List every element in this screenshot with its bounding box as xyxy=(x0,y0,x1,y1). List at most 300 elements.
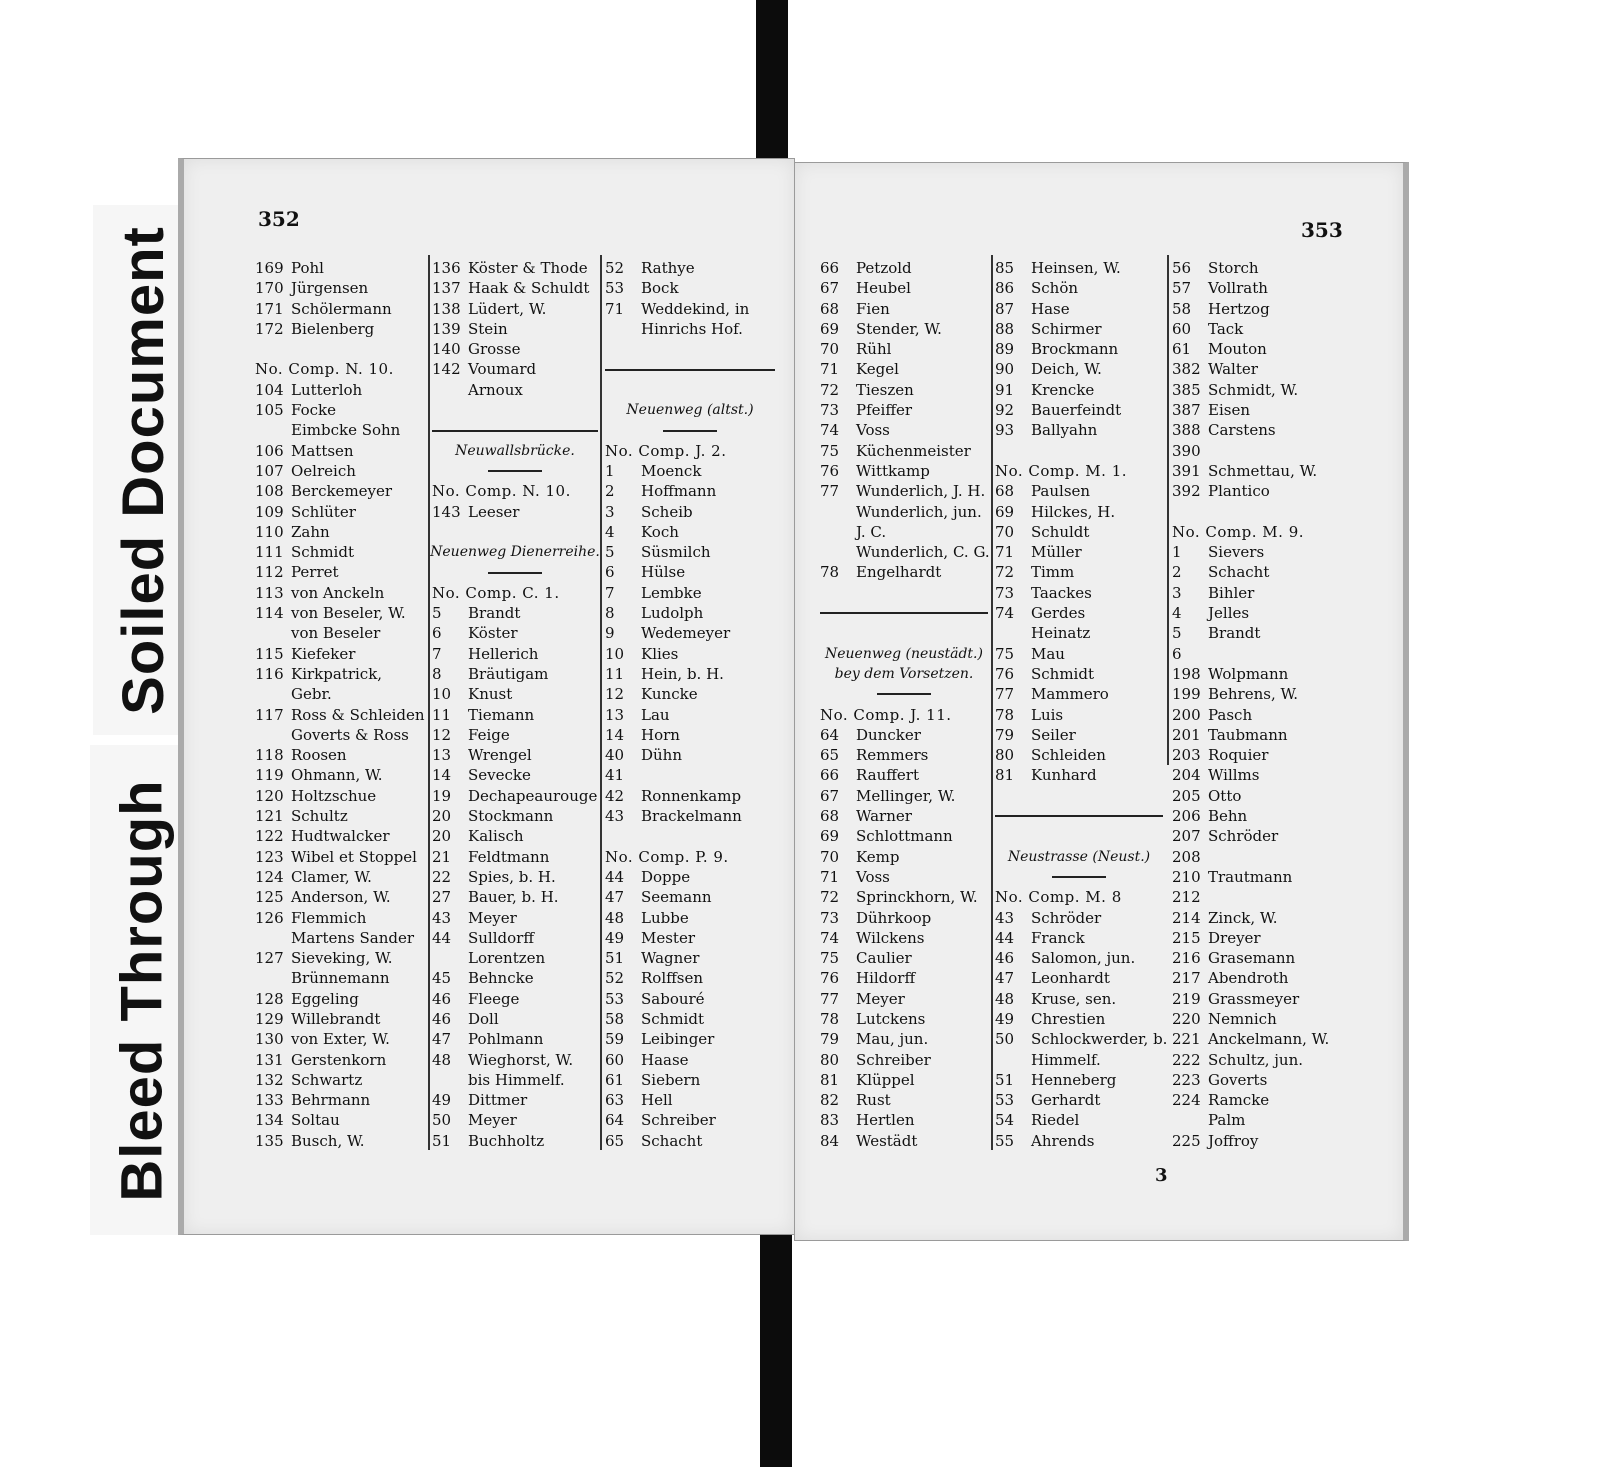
resident-name: Kegel xyxy=(856,360,899,379)
resident-name: Stockmann xyxy=(468,807,554,826)
resident-name: Remmers xyxy=(856,746,929,765)
binding-strip-top xyxy=(756,0,788,170)
resident-name: Meyer xyxy=(468,1111,517,1130)
directory-entry xyxy=(605,319,775,339)
directory-entry xyxy=(605,522,775,542)
house-number: 142 xyxy=(432,360,461,379)
resident-name: Schön xyxy=(1031,279,1079,298)
directory-entry xyxy=(432,664,598,684)
resident-name: Pasch xyxy=(1208,705,1253,724)
resident-name: Bihler xyxy=(1208,583,1255,602)
directory-entry xyxy=(1172,786,1347,806)
directory-entry xyxy=(820,319,988,339)
house-number: 14 xyxy=(605,725,625,744)
resident-name: Bauerfeindt xyxy=(1031,401,1122,420)
resident-name: Ahrends xyxy=(1031,1131,1095,1150)
directory-entry xyxy=(605,887,775,907)
directory-entry xyxy=(605,1110,775,1130)
directory-entry xyxy=(605,461,775,481)
directory-entry xyxy=(432,908,598,928)
resident-name: Heinsen, W. xyxy=(1031,259,1121,277)
resident-name: Schmidt xyxy=(641,1009,704,1028)
house-number: 131 xyxy=(255,1050,284,1069)
directory-entry xyxy=(605,1070,775,1090)
spacer xyxy=(605,339,775,359)
directory-entry xyxy=(432,1090,598,1110)
company-heading: No. Comp. N. 10. xyxy=(432,482,571,501)
house-number: 75 xyxy=(820,949,840,968)
resident-name: Deich, W. xyxy=(1031,360,1102,379)
house-number: 69 xyxy=(820,319,840,338)
directory-entry xyxy=(820,908,988,928)
directory-entry xyxy=(1172,380,1347,400)
directory-entry xyxy=(995,258,1163,278)
house-number: 124 xyxy=(255,867,284,886)
house-number: 46 xyxy=(432,1009,452,1028)
company-heading: No. Comp. P. 9. xyxy=(605,847,729,866)
directory-column-4 xyxy=(820,258,988,1151)
resident-name: Lutckens xyxy=(856,1009,926,1028)
resident-name: Willebrandt xyxy=(291,1009,381,1028)
resident-name: Goverts & Ross xyxy=(291,725,409,744)
house-number: 143 xyxy=(432,502,461,521)
directory-entry xyxy=(820,299,988,319)
directory-entry xyxy=(1172,806,1347,826)
resident-name: Nemnich xyxy=(1208,1009,1277,1028)
directory-entry xyxy=(820,380,988,400)
resident-name: Dühn xyxy=(641,746,683,765)
house-number xyxy=(605,319,641,339)
directory-entry xyxy=(432,745,598,765)
directory-entry xyxy=(1172,461,1347,481)
house-number: 72 xyxy=(820,380,840,399)
directory-entry xyxy=(995,380,1163,400)
company-heading: No. Comp. M. 8 xyxy=(995,888,1122,907)
resident-name: Bräutigam xyxy=(468,664,549,683)
directory-entry xyxy=(820,745,988,765)
resident-name: Kemp xyxy=(856,847,900,866)
directory-entry xyxy=(432,867,598,887)
house-number: 123 xyxy=(255,847,284,866)
house-number: 68 xyxy=(820,299,840,318)
directory-entry xyxy=(820,1090,988,1110)
house-number: 64 xyxy=(820,725,840,744)
house-number: 91 xyxy=(995,380,1015,399)
resident-name: Schmidt, W. xyxy=(1208,380,1299,399)
resident-name: Voumard xyxy=(468,360,537,379)
resident-name: Busch, W. xyxy=(291,1131,365,1150)
house-number: 72 xyxy=(820,888,840,907)
house-number: 126 xyxy=(255,908,284,927)
resident-name: Doppe xyxy=(641,867,691,886)
house-number: 57 xyxy=(1172,279,1192,298)
directory-entry xyxy=(432,502,598,522)
house-number: 93 xyxy=(995,421,1015,440)
house-number: 13 xyxy=(605,705,625,724)
house-number: 4 xyxy=(1172,604,1182,623)
resident-name: Schultz, jun. xyxy=(1208,1050,1304,1069)
house-number: 107 xyxy=(255,461,284,480)
resident-name: Rauffert xyxy=(856,766,919,785)
house-number: 60 xyxy=(605,1050,625,1069)
directory-entry xyxy=(1172,968,1347,988)
resident-name: Wieghorst, W. xyxy=(468,1050,574,1069)
directory-entry xyxy=(820,725,988,745)
house-number: 19 xyxy=(432,786,452,805)
resident-name: Knust xyxy=(468,685,513,704)
resident-name: Walter xyxy=(1208,360,1258,379)
house-number: 74 xyxy=(995,604,1015,623)
directory-entry xyxy=(432,1070,598,1090)
street-heading: Neuwallsbrücke. xyxy=(455,442,575,459)
resident-name: Stein xyxy=(468,319,508,338)
company-heading: No. Comp. M. 1. xyxy=(995,461,1128,480)
house-number: 55 xyxy=(995,1131,1015,1150)
directory-entry xyxy=(255,786,425,806)
house-number: 50 xyxy=(995,1030,1015,1049)
house-number: 129 xyxy=(255,1009,284,1028)
resident-name: Sabouré xyxy=(641,989,705,1008)
directory-entry xyxy=(605,1009,775,1029)
directory-entry xyxy=(995,644,1163,664)
house-number: 77 xyxy=(820,989,840,1008)
section-rule xyxy=(820,603,988,623)
house-number: 61 xyxy=(605,1070,625,1089)
directory-entry xyxy=(820,420,988,440)
section-rule xyxy=(995,806,1163,826)
right-page-number: 353 xyxy=(1301,218,1343,242)
directory-entry xyxy=(432,806,598,826)
house-number: 77 xyxy=(995,685,1015,704)
house-number: 119 xyxy=(255,766,284,785)
house-number: 79 xyxy=(995,725,1015,744)
resident-name: Lembke xyxy=(641,583,702,602)
directory-entry xyxy=(255,299,425,319)
directory-entry xyxy=(605,583,775,603)
directory-entry xyxy=(1172,299,1347,319)
resident-name: Bauer, b. H. xyxy=(468,888,559,907)
resident-name: Mester xyxy=(641,928,696,947)
resident-name: Leonhardt xyxy=(1031,969,1110,988)
directory-entry xyxy=(820,765,988,785)
resident-name: Berckemeyer xyxy=(291,482,393,501)
directory-entry xyxy=(820,928,988,948)
house-number: 2 xyxy=(605,482,615,501)
directory-entry xyxy=(995,1050,1163,1070)
house-number: 9 xyxy=(605,624,615,643)
house-number: 40 xyxy=(605,746,625,765)
directory-entry xyxy=(1172,908,1347,928)
directory-entry xyxy=(605,908,775,928)
house-number: 217 xyxy=(1172,969,1201,988)
house-number: 88 xyxy=(995,319,1015,338)
house-number: 53 xyxy=(605,989,625,1008)
resident-name: Wolpmann xyxy=(1208,664,1289,683)
signature-mark: 3 xyxy=(1155,1165,1168,1186)
house-number: 49 xyxy=(432,1091,452,1110)
directory-entry xyxy=(995,1131,1163,1151)
resident-name: Schreiber xyxy=(641,1111,716,1130)
resident-name: Müller xyxy=(1031,543,1082,562)
resident-name: Goverts xyxy=(1208,1070,1268,1089)
directory-entry xyxy=(1172,887,1347,907)
house-number: 51 xyxy=(995,1070,1015,1089)
house-number: 7 xyxy=(605,583,615,602)
directory-entry xyxy=(432,319,598,339)
house-number: 56 xyxy=(1172,259,1192,277)
resident-name: Scheib xyxy=(641,502,693,521)
directory-entry xyxy=(255,522,425,542)
directory-entry xyxy=(605,968,775,988)
resident-name: Pohl xyxy=(291,259,324,277)
directory-entry xyxy=(820,989,988,1009)
house-number: 52 xyxy=(605,969,625,988)
directory-entry xyxy=(995,968,1163,988)
directory-entry xyxy=(820,258,988,278)
binding-strip-bottom xyxy=(760,1225,792,1467)
directory-entry xyxy=(255,583,425,603)
resident-name: Sievers xyxy=(1208,543,1265,562)
house-number: 111 xyxy=(255,543,284,562)
house-number: 204 xyxy=(1172,766,1201,785)
resident-name: Brackelmann xyxy=(641,807,742,826)
house-number: 43 xyxy=(995,908,1015,927)
house-number: 89 xyxy=(995,340,1015,359)
house-number: 81 xyxy=(995,766,1015,785)
directory-entry xyxy=(432,380,598,400)
house-number: 110 xyxy=(255,522,284,541)
house-number: 46 xyxy=(432,989,452,1008)
house-number: 222 xyxy=(1172,1050,1201,1069)
resident-name: Lubbe xyxy=(641,908,689,927)
resident-name: Henneberg xyxy=(1031,1070,1117,1089)
house-number: 382 xyxy=(1172,360,1201,379)
directory-entry xyxy=(255,562,425,582)
house-number: 128 xyxy=(255,989,284,1008)
resident-name: Koch xyxy=(641,522,679,541)
house-number: 43 xyxy=(605,807,625,826)
resident-name: Rolffsen xyxy=(641,969,704,988)
directory-entry xyxy=(255,644,425,664)
house-number: 53 xyxy=(995,1091,1015,1110)
resident-name: Jelles xyxy=(1208,604,1250,623)
house-number: 199 xyxy=(1172,685,1201,704)
resident-name: Fien xyxy=(856,299,890,318)
house-number: 92 xyxy=(995,401,1015,420)
house-number: 201 xyxy=(1172,725,1201,744)
house-number xyxy=(255,420,291,440)
house-number: 120 xyxy=(255,786,284,805)
directory-entry xyxy=(605,705,775,725)
house-number: 4 xyxy=(605,522,615,541)
resident-name: Behn xyxy=(1208,807,1248,826)
resident-name: Gerdes xyxy=(1031,604,1086,623)
resident-name: von Beseler xyxy=(291,624,381,643)
house-number: 3 xyxy=(1172,583,1182,602)
resident-name: Stender, W. xyxy=(856,319,942,338)
resident-name: Mau, jun. xyxy=(856,1030,929,1049)
street-heading: Neuenweg (altst.) xyxy=(626,402,754,419)
house-number: 63 xyxy=(605,1091,625,1110)
house-number xyxy=(432,948,468,968)
resident-name: Schröder xyxy=(1031,908,1102,927)
directory-entry xyxy=(255,928,425,948)
directory-entry xyxy=(255,826,425,846)
directory-entry xyxy=(820,847,988,867)
directory-entry xyxy=(432,258,598,278)
directory-entry xyxy=(995,745,1163,765)
house-number: 109 xyxy=(255,502,284,521)
resident-name: Pohlmann xyxy=(468,1030,544,1049)
company-heading: No. Comp. C. 1. xyxy=(432,583,560,602)
house-number: 59 xyxy=(605,1030,625,1049)
house-number: 73 xyxy=(820,908,840,927)
resident-name: Carstens xyxy=(1208,421,1276,440)
resident-name: Hertzog xyxy=(1208,299,1270,318)
directory-entry xyxy=(255,502,425,522)
directory-entry xyxy=(995,339,1163,359)
resident-name: Sulldorff xyxy=(468,928,534,947)
house-number: 212 xyxy=(1172,888,1201,907)
directory-entry xyxy=(995,522,1163,542)
house-number: 65 xyxy=(605,1131,625,1150)
directory-entry xyxy=(605,623,775,643)
house-number: 6 xyxy=(432,624,442,643)
directory-entry xyxy=(995,502,1163,522)
resident-name: Ronnenkamp xyxy=(641,786,742,805)
directory-entry xyxy=(432,1029,598,1049)
resident-name: Seiler xyxy=(1031,725,1076,744)
resident-name: Haase xyxy=(641,1050,689,1069)
house-number: 13 xyxy=(432,746,452,765)
directory-entry xyxy=(432,684,598,704)
directory-entry xyxy=(605,948,775,968)
directory-entry xyxy=(1172,603,1347,623)
house-number: 75 xyxy=(820,441,840,460)
resident-name: Zahn xyxy=(291,522,330,541)
resident-name: Riedel xyxy=(1031,1111,1080,1130)
directory-entry xyxy=(995,420,1163,440)
directory-entry xyxy=(255,441,425,461)
resident-name: Grasemann xyxy=(1208,949,1296,968)
house-number: 21 xyxy=(432,847,452,866)
house-number: 48 xyxy=(995,989,1015,1008)
directory-entry xyxy=(605,765,775,785)
directory-entry xyxy=(1172,441,1347,461)
directory-entry xyxy=(255,1131,425,1151)
resident-name: Mouton xyxy=(1208,340,1267,359)
directory-entry xyxy=(820,502,988,522)
directory-entry xyxy=(820,1110,988,1130)
directory-column-2 xyxy=(432,258,598,1151)
house-number xyxy=(1172,1110,1208,1130)
resident-name: Brandt xyxy=(1208,624,1261,643)
resident-name: Warner xyxy=(856,807,912,826)
resident-name: Clamer, W. xyxy=(291,867,372,886)
house-number: 20 xyxy=(432,827,452,846)
resident-name: Brünnemann xyxy=(291,969,390,988)
directory-entry xyxy=(1172,562,1347,582)
house-number: 3 xyxy=(605,502,615,521)
directory-entry xyxy=(432,968,598,988)
house-number: 198 xyxy=(1172,664,1201,683)
house-number: 116 xyxy=(255,664,284,683)
directory-entry xyxy=(995,359,1163,379)
house-number: 65 xyxy=(820,746,840,765)
resident-name: Holtzschue xyxy=(291,786,377,805)
directory-entry xyxy=(255,664,425,684)
house-number: 79 xyxy=(820,1030,840,1049)
title-underline xyxy=(432,461,598,481)
directory-entry xyxy=(605,481,775,501)
house-number: 108 xyxy=(255,482,284,501)
resident-name: Hellerich xyxy=(468,644,539,663)
house-number: 170 xyxy=(255,279,284,298)
resident-name: Brockmann xyxy=(1031,340,1119,359)
directory-entry xyxy=(1172,867,1347,887)
resident-name: Schlockwerder, b. xyxy=(1031,1030,1168,1049)
house-number: 58 xyxy=(605,1009,625,1028)
resident-name: Anckelmann, W. xyxy=(1208,1030,1330,1049)
resident-name: Wibel et Stoppel xyxy=(291,847,417,866)
directory-entry xyxy=(1172,989,1347,1009)
directory-entry xyxy=(605,278,775,298)
spacer xyxy=(255,339,425,359)
house-number: 172 xyxy=(255,319,284,338)
resident-name: Perret xyxy=(291,563,339,582)
resident-name: Doll xyxy=(468,1009,499,1028)
house-number: 67 xyxy=(820,279,840,298)
directory-entry xyxy=(1172,420,1347,440)
directory-entry xyxy=(605,502,775,522)
title-underline xyxy=(820,684,988,704)
directory-entry xyxy=(820,1131,988,1151)
resident-name: Schlottmann xyxy=(856,827,953,846)
directory-entry xyxy=(820,542,988,562)
directory-entry xyxy=(255,542,425,562)
resident-name: Mellinger, W. xyxy=(856,786,956,805)
resident-name: Abendroth xyxy=(1208,969,1289,988)
directory-entry xyxy=(255,684,425,704)
resident-name: Schleiden xyxy=(1031,746,1106,765)
directory-entry xyxy=(820,806,988,826)
house-number: 66 xyxy=(820,766,840,785)
resident-name: Lorentzen xyxy=(468,949,546,968)
directory-entry xyxy=(255,278,425,298)
directory-entry xyxy=(820,826,988,846)
resident-name: Hildorff xyxy=(856,969,916,988)
resident-name: Sevecke xyxy=(468,766,531,785)
house-number: 20 xyxy=(432,807,452,826)
directory-entry xyxy=(605,1029,775,1049)
resident-name: Wagner xyxy=(641,949,700,968)
resident-name: Heinatz xyxy=(1031,624,1091,643)
resident-name: Voss xyxy=(856,867,890,886)
directory-entry xyxy=(432,299,598,319)
resident-name: Chrestien xyxy=(1031,1009,1106,1028)
directory-entry xyxy=(432,989,598,1009)
house-number: 49 xyxy=(605,928,625,947)
directory-entry xyxy=(995,481,1163,501)
resident-name: Gebr. xyxy=(291,685,332,704)
house-number: 214 xyxy=(1172,908,1201,927)
directory-entry xyxy=(605,603,775,623)
directory-entry xyxy=(1172,1090,1347,1110)
resident-name: Lutterloh xyxy=(291,380,363,399)
resident-name: Kalisch xyxy=(468,827,524,846)
resident-name: Roosen xyxy=(291,746,347,765)
spacer xyxy=(820,623,988,643)
